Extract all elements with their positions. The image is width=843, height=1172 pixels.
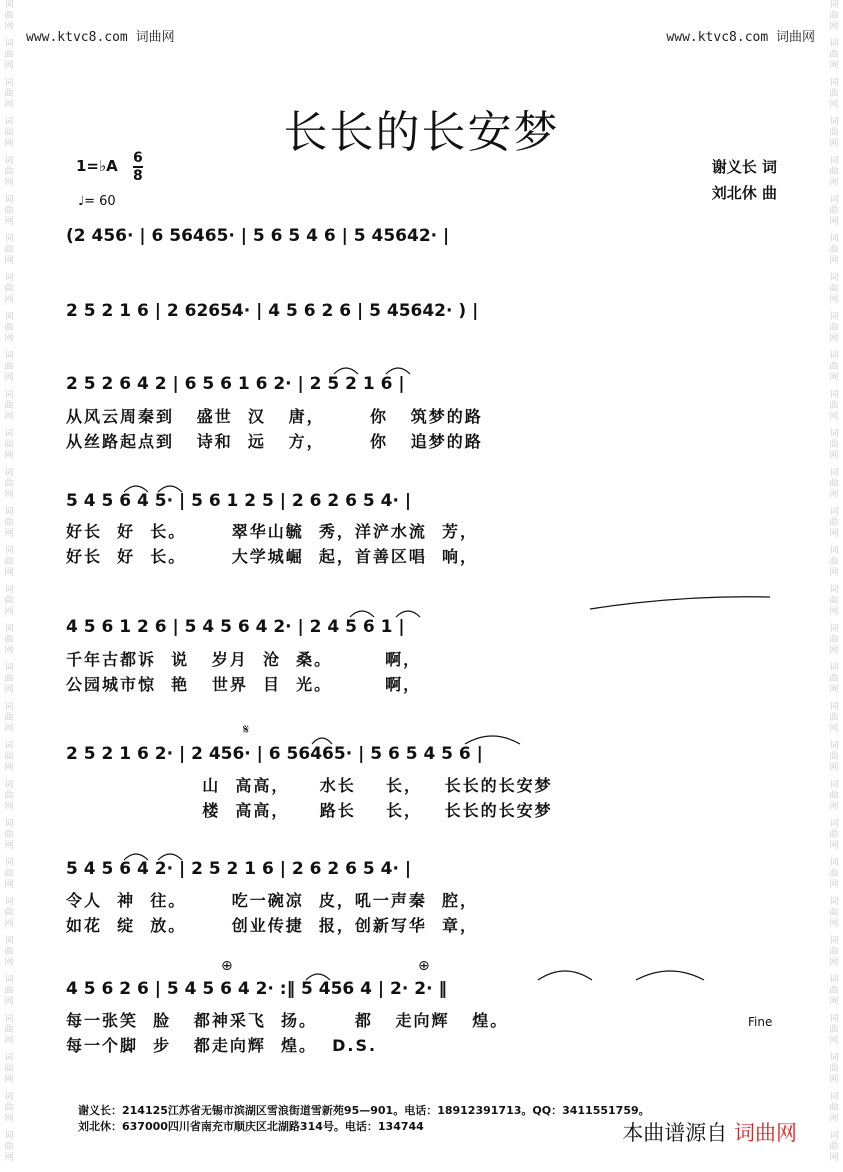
watermark-char: 网: [829, 256, 839, 266]
watermark-char: 网: [4, 451, 14, 461]
meter-bottom: 8: [133, 168, 143, 184]
watermark-char: 曲: [4, 167, 14, 177]
watermark-char: 曲: [4, 986, 14, 996]
watermark-char: 网: [829, 217, 839, 227]
watermark-char: 网: [829, 763, 839, 773]
watermark-char: 词: [829, 780, 839, 790]
contact-composer: 刘北休：637000四川省南充市顺庆区北湖路314号。电话：134744: [78, 1120, 424, 1133]
watermark-char: 曲: [829, 830, 839, 840]
watermark-char: 词: [829, 312, 839, 322]
watermark-char: 词: [4, 39, 14, 49]
watermark-char: 网: [4, 217, 14, 227]
lyric-verse-1: 好长 好 长。 翠华山毓 秀，洋浐水流 芳，: [66, 522, 478, 541]
watermark-char: 网: [829, 1153, 839, 1163]
watermark-char: 曲: [4, 830, 14, 840]
notation-line: 5 4 5 6 4 2· | 2 5 2 1 6 | 2 6 2 6 5 4· |: [66, 859, 412, 879]
watermark-char: 曲: [829, 1103, 839, 1113]
watermark-char: 曲: [4, 752, 14, 762]
watermark-char: 网: [4, 997, 14, 1007]
watermark-char: 曲: [829, 947, 839, 957]
watermark-char: 词: [4, 156, 14, 166]
watermark-char: 网: [4, 568, 14, 578]
watermark-char: 网: [4, 373, 14, 383]
lyric-verse-1: 令人 神 往。 吃一碗凉 皮，吼一声秦 腔，: [66, 891, 478, 910]
lyricist-credit: 谢义长 词: [711, 158, 777, 176]
watermark-char: 词: [829, 78, 839, 88]
watermark-char: 曲: [829, 1025, 839, 1035]
lyric-verse-1: 每一张笑 脸 都神采飞 扬。 都 走向辉 煌。: [66, 1011, 509, 1030]
watermark-char: 曲: [829, 1064, 839, 1074]
watermark-char: 曲: [829, 50, 839, 60]
composer-credit: 刘北休 曲: [711, 184, 777, 202]
watermark-char: 网: [829, 412, 839, 422]
watermark-char: 词: [4, 975, 14, 985]
watermark-char: 词: [829, 624, 839, 634]
watermark-char: 词: [4, 507, 14, 517]
notation-line: 4 5 6 2 6 | 5 4 5 6 4 2· :‖ 5 456 4 | 2· 2· ‖: [66, 979, 447, 999]
watermark-char: 词: [829, 1014, 839, 1024]
watermark-char: 曲: [4, 791, 14, 801]
coda-icon: ⊕: [221, 958, 233, 974]
watermark-char: 词: [829, 585, 839, 595]
watermark-char: 网: [4, 412, 14, 422]
watermark-char: 曲: [4, 557, 14, 567]
watermark-char: 词: [829, 390, 839, 400]
watermark-char: 网: [4, 256, 14, 266]
watermark-char: 网: [829, 1036, 839, 1046]
watermark-char: 网: [4, 646, 14, 656]
watermark-char: 网: [829, 724, 839, 734]
watermark-char: 曲: [829, 635, 839, 645]
meter-top: 6: [133, 150, 143, 166]
watermark-char: 网: [829, 334, 839, 344]
watermark-char: 词: [829, 897, 839, 907]
watermark-char: 曲: [829, 401, 839, 411]
watermark-char: 词: [4, 546, 14, 556]
watermark-char: 网: [829, 529, 839, 539]
watermark-char: 网: [829, 451, 839, 461]
watermark-char: 曲: [4, 1025, 14, 1035]
watermark-char: 网: [4, 100, 14, 110]
watermark-char: 网: [4, 1075, 14, 1085]
notation-line: 2 5 2 1 6 2· | 2 456· | 6 56465· | 5 6 5 4 5 6 |: [66, 744, 483, 764]
coda-icon: ⊕: [418, 958, 430, 974]
watermark-char: 词: [4, 195, 14, 205]
watermark-char: 曲: [4, 635, 14, 645]
watermark-char: 网: [829, 1114, 839, 1124]
lyric-verse-1: 山 高高， 水长 长， 长长的长安梦: [66, 776, 553, 795]
watermark-char: 曲: [829, 713, 839, 723]
watermark-char: 曲: [829, 167, 839, 177]
watermark-char: 曲: [829, 440, 839, 450]
watermark-char: 网: [4, 802, 14, 812]
watermark-char: 词: [4, 819, 14, 829]
watermark-char: 网: [4, 295, 14, 305]
watermark-char: 词: [4, 0, 14, 10]
watermark-char: 曲: [829, 245, 839, 255]
watermark-char: 曲: [4, 674, 14, 684]
watermark-char: 曲: [829, 869, 839, 879]
watermark-char: 词: [4, 312, 14, 322]
watermark-char: 网: [4, 841, 14, 851]
watermark-char: 曲: [829, 89, 839, 99]
watermark-char: 网: [829, 607, 839, 617]
contact-lyricist: 谢义长：214125江苏省无锡市滨湖区雪浪街道雪新苑95—901。电话：18912391713。QQ：3411551759。: [78, 1104, 650, 1117]
key-signature: 1=♭A: [76, 157, 118, 175]
watermark-char: 曲: [4, 206, 14, 216]
lyric-verse-2: 如花 绽 放。 创业传捷 报，创新写华 章，: [66, 916, 478, 935]
notation-line: 5 4 5 6 4 5· | 5 6 1 2 5 | 2 6 2 6 5 4· |: [66, 491, 412, 511]
watermark-char: 网: [829, 685, 839, 695]
watermark-char: 词: [4, 273, 14, 283]
watermark-char: 曲: [4, 323, 14, 333]
lyric-verse-1: 千年古都诉 说 岁月 沧 桑。 啊，: [66, 650, 422, 669]
watermark-char: 曲: [829, 284, 839, 294]
watermark-char: 曲: [829, 674, 839, 684]
watermark-char: 曲: [829, 362, 839, 372]
watermark-char: 曲: [4, 479, 14, 489]
watermark-char: 网: [829, 295, 839, 305]
watermark-char: 网: [829, 958, 839, 968]
watermark-char: 词: [829, 117, 839, 127]
watermark-char: 曲: [829, 791, 839, 801]
watermark-char: 词: [4, 624, 14, 634]
watermark-char: 网: [829, 139, 839, 149]
watermark-char: 词: [829, 858, 839, 868]
watermark-char: 曲: [829, 518, 839, 528]
watermark-char: 网: [829, 178, 839, 188]
notation-line: 2 5 2 6 4 2 | 6 5 6 1 6 2· | 2 5 2 1 6 |: [66, 374, 405, 394]
watermark-char: 网: [829, 568, 839, 578]
watermark-char: 曲: [4, 596, 14, 606]
notation-line: (2 456· | 6 56465· | 5 6 5 4 6 | 5 45642· |: [66, 226, 450, 246]
watermark-char: 词: [4, 1092, 14, 1102]
watermark-char: 词: [829, 702, 839, 712]
watermark-char: 网: [4, 1114, 14, 1124]
watermark-char: 网: [4, 958, 14, 968]
watermark-char: 词: [829, 234, 839, 244]
lyric-verse-1: 从风云周秦到 盛世 汉 唐， 你 筑梦的路: [66, 407, 483, 426]
watermark-char: 曲: [829, 323, 839, 333]
watermark-char: 词: [4, 234, 14, 244]
watermark-char: 曲: [4, 284, 14, 294]
segno-icon: 𝄋: [243, 722, 250, 738]
tempo-marking: ♩= 60: [78, 194, 116, 209]
watermark-char: 网: [4, 724, 14, 734]
watermark-char: 词: [4, 585, 14, 595]
watermark-char: 词: [829, 39, 839, 49]
watermark-char: 曲: [4, 440, 14, 450]
watermark-char: 词: [4, 780, 14, 790]
watermark-char: 词: [829, 1053, 839, 1063]
watermark-char: 曲: [829, 752, 839, 762]
watermark-char: 词: [829, 819, 839, 829]
watermark-char: 网: [4, 1153, 14, 1163]
watermark-char: 词: [829, 273, 839, 283]
watermark-char: 词: [4, 78, 14, 88]
watermark-char: 词: [4, 351, 14, 361]
notation-line: 2 5 2 1 6 | 2 62654· | 4 5 6 2 6 | 5 45642· ) |: [66, 301, 479, 321]
watermark-char: 曲: [829, 206, 839, 216]
watermark-char: 曲: [4, 128, 14, 138]
watermark-char: 网: [4, 178, 14, 188]
watermark-char: 网: [829, 61, 839, 71]
watermark-char: 网: [829, 373, 839, 383]
lyric-verse-2: 公园城市惊 艳 世界 目 光。 啊，: [66, 675, 422, 694]
site-url-left[interactable]: www.ktvc8.com 词曲网: [26, 30, 175, 45]
watermark-char: 词: [4, 390, 14, 400]
watermark-char: 词: [829, 975, 839, 985]
watermark-char: 曲: [4, 713, 14, 723]
fine-marking: Fine: [748, 1015, 773, 1029]
watermark-char: 曲: [4, 401, 14, 411]
watermark-char: 词: [4, 468, 14, 478]
watermark-char: 曲: [4, 89, 14, 99]
watermark-char: 网: [829, 22, 839, 32]
watermark-char: 网: [4, 880, 14, 890]
watermark-char: 词: [4, 1014, 14, 1024]
watermark-char: 网: [4, 490, 14, 500]
watermark-char: 网: [829, 100, 839, 110]
lyric-verse-2: 楼 高高， 路长 长， 长长的长安梦: [66, 801, 553, 820]
watermark-char: 词: [4, 429, 14, 439]
watermark-char: 词: [4, 741, 14, 751]
watermark-char: 词: [829, 468, 839, 478]
watermark-char: 曲: [4, 908, 14, 918]
watermark-char: 词: [829, 0, 839, 10]
watermark-char: 网: [4, 61, 14, 71]
watermark-char: 曲: [4, 1142, 14, 1152]
watermark-char: 网: [829, 490, 839, 500]
watermark-char: 曲: [829, 908, 839, 918]
watermark-char: 网: [829, 646, 839, 656]
source-prefix: 本曲谱源自: [622, 1121, 728, 1145]
watermark-char: 曲: [829, 11, 839, 21]
watermark-char: 词: [829, 429, 839, 439]
watermark-char: 网: [829, 997, 839, 1007]
watermark-char: 词: [829, 663, 839, 673]
watermark-char: 曲: [4, 1064, 14, 1074]
watermark-char: 曲: [829, 479, 839, 489]
watermark-char: 词: [829, 507, 839, 517]
watermark-char: 词: [4, 858, 14, 868]
watermark-char: 曲: [4, 518, 14, 528]
lyric-verse-2: 每一个脚 步 都走向辉 煌。 D.S.: [66, 1036, 378, 1055]
watermark-char: 词: [4, 1053, 14, 1063]
watermark-char: 词: [4, 117, 14, 127]
watermark-char: 网: [4, 1036, 14, 1046]
watermark-char: 曲: [4, 947, 14, 957]
watermark-char: 词: [829, 546, 839, 556]
watermark-char: 词: [4, 663, 14, 673]
watermark-char: 词: [829, 195, 839, 205]
watermark-char: 网: [829, 880, 839, 890]
source-brand-link[interactable]: 词曲网: [734, 1121, 797, 1145]
source-credit: [622, 1117, 797, 1147]
lyric-verse-2: 从丝路起点到 诗和 远 方， 你 追梦的路: [66, 432, 483, 451]
watermark-char: 词: [829, 1092, 839, 1102]
watermark-char: 词: [829, 741, 839, 751]
watermark-char: 网: [4, 919, 14, 929]
watermark-char: 曲: [829, 1142, 839, 1152]
watermark-char: 曲: [829, 596, 839, 606]
watermark-char: 网: [829, 919, 839, 929]
watermark-char: 曲: [829, 986, 839, 996]
watermark-char: 网: [829, 841, 839, 851]
watermark-char: 网: [4, 334, 14, 344]
site-url-right[interactable]: www.ktvc8.com 词曲网: [666, 30, 815, 45]
watermark-char: 网: [829, 802, 839, 812]
notation-line: 4 5 6 1 2 6 | 5 4 5 6 4 2· | 2 4 5 6 1 |: [66, 617, 405, 637]
watermark-char: 曲: [4, 869, 14, 879]
watermark-char: 曲: [829, 128, 839, 138]
watermark-char: 网: [4, 685, 14, 695]
watermark-char: 词: [829, 351, 839, 361]
lyric-verse-2: 好长 好 长。 大学城崛 起，首善区唱 响，: [66, 547, 478, 566]
watermark-char: 曲: [4, 245, 14, 255]
watermark-char: 曲: [4, 362, 14, 372]
watermark-char: 网: [4, 607, 14, 617]
watermark-char: 曲: [829, 557, 839, 567]
watermark-char: 词: [4, 702, 14, 712]
watermark-char: 词: [829, 936, 839, 946]
watermark-char: 网: [4, 763, 14, 773]
watermark-char: 曲: [4, 1103, 14, 1113]
watermark-char: 词: [4, 936, 14, 946]
watermark-char: 网: [829, 1075, 839, 1085]
watermark-char: 词: [4, 897, 14, 907]
watermark-char: 词: [4, 1131, 14, 1141]
watermark-char: 曲: [4, 11, 14, 21]
watermark-char: 网: [4, 139, 14, 149]
watermark-char: 网: [4, 529, 14, 539]
watermark-char: 词: [829, 1131, 839, 1141]
song-title: 长长的长安梦: [283, 107, 560, 158]
watermark-char: 词: [829, 156, 839, 166]
watermark-char: 曲: [4, 50, 14, 60]
watermark-char: 网: [4, 22, 14, 32]
